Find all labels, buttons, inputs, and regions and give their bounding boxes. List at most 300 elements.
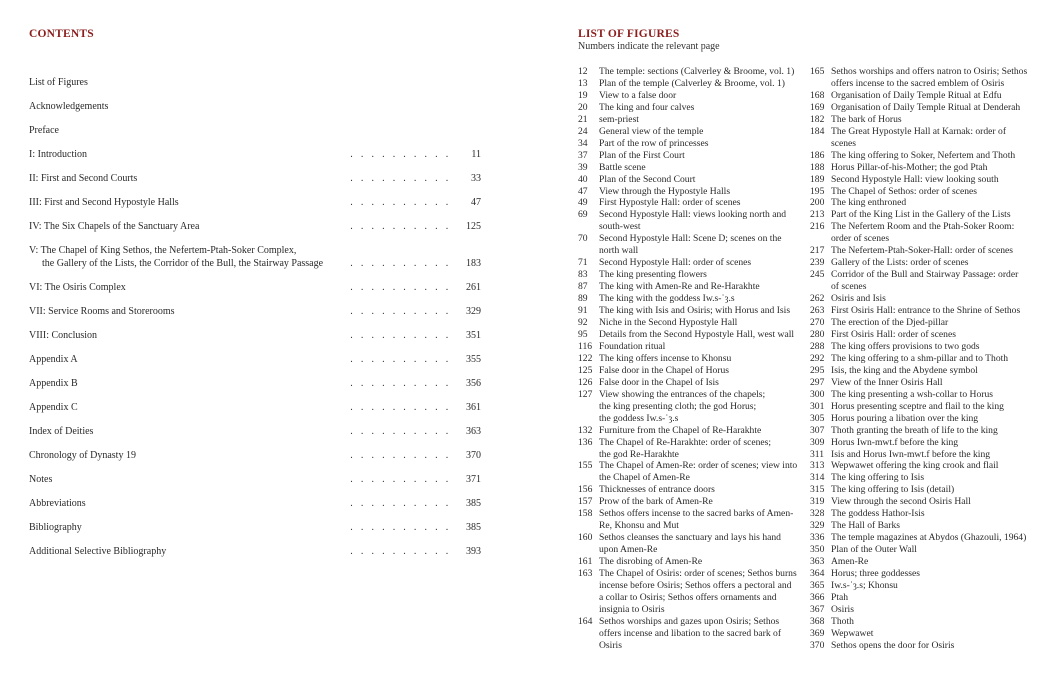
toc-entry[interactable] <box>29 76 481 89</box>
toc-entry[interactable] <box>29 425 481 438</box>
figure-entry[interactable] <box>578 305 800 317</box>
figure-page-number: 301 <box>810 400 825 412</box>
figure-entry[interactable] <box>810 66 1032 90</box>
figure-caption: First Osiris Hall: order of scenes <box>831 328 956 340</box>
figure-entry[interactable] <box>578 269 800 281</box>
figure-entry[interactable] <box>578 90 800 102</box>
figure-page-number: 188 <box>810 161 825 173</box>
toc-page-number: 261 <box>466 282 481 293</box>
figure-entry[interactable] <box>810 162 1032 174</box>
toc-entry[interactable] <box>29 148 481 161</box>
figure-entry[interactable] <box>578 616 800 652</box>
figure-entry[interactable] <box>810 496 1032 508</box>
figure-caption: a collar to Osiris; Sethos offers ornaments and <box>599 591 777 603</box>
figure-caption: Organisation of Daily Temple Ritual at Edfu <box>831 89 1002 101</box>
figure-entry[interactable] <box>810 532 1032 544</box>
toc-page-number: 47 <box>471 197 481 208</box>
toc-leader-dots: . . . . . . . . . . <box>350 378 451 389</box>
figure-caption: Wepwawet offering the king crook and flail <box>831 460 999 472</box>
toc-leader-dots: . . . . . . . . . . <box>350 173 451 184</box>
figure-page-number: 288 <box>810 340 825 352</box>
figure-entry[interactable] <box>810 389 1032 401</box>
figure-entry[interactable] <box>810 520 1032 532</box>
figure-entry[interactable] <box>810 580 1032 592</box>
toc-page-number: 393 <box>466 546 481 557</box>
figure-page-number: 157 <box>578 496 593 508</box>
figure-entry[interactable] <box>578 102 800 114</box>
figure-page-number: 366 <box>810 591 825 603</box>
figure-caption: Thicknesses of entrance doors <box>599 484 715 496</box>
figure-caption: View of the Inner Osiris Hall <box>831 376 943 388</box>
figure-entry[interactable] <box>810 150 1032 162</box>
figure-entry[interactable] <box>578 174 800 186</box>
figure-caption: The Chapel of Re-Harakhte: order of scenes; <box>599 436 772 448</box>
figure-entry[interactable] <box>810 472 1032 484</box>
figure-entry[interactable] <box>578 484 800 496</box>
figure-caption: Details from the Second Hypostyle Hall, west wall <box>599 328 795 340</box>
figure-page-number: 21 <box>578 113 588 125</box>
figure-caption: Horus Pillar-of-his-Mother; the god Ptah <box>831 161 988 173</box>
figure-entry[interactable] <box>578 281 800 293</box>
figure-entry[interactable] <box>810 556 1032 568</box>
figure-caption: The king offering to Isis (detail) <box>831 484 955 496</box>
toc-entry[interactable] <box>29 497 481 510</box>
toc-entry[interactable] <box>29 124 481 137</box>
figure-page-number: 91 <box>578 305 588 317</box>
figure-page-number: 163 <box>578 568 593 580</box>
toc-entry[interactable] <box>29 377 481 390</box>
figure-entry[interactable] <box>810 245 1032 257</box>
toc-entry[interactable] <box>29 521 481 534</box>
figure-page-number: 156 <box>578 484 593 496</box>
toc-entry-title: Appendix C <box>29 402 78 413</box>
toc-page-number: 361 <box>466 402 481 413</box>
toc-entry-title: Appendix A <box>29 354 78 365</box>
figure-entry[interactable] <box>810 353 1032 365</box>
toc-entry-title: Index of Deities <box>29 426 94 437</box>
figure-entry[interactable] <box>578 197 800 209</box>
figure-caption: View showing the entrances of the chapels; <box>599 388 766 400</box>
figure-caption: Horus; three goddesses <box>831 568 920 580</box>
figure-caption: The Nefertem Room and the Ptah-Soker Room: <box>831 221 1015 233</box>
figures-left-column <box>578 66 800 652</box>
figure-entry[interactable] <box>578 150 800 162</box>
figure-caption: Prow of the bark of Amen-Re <box>599 496 713 508</box>
figure-entry[interactable] <box>578 257 800 269</box>
figure-caption: The king with Isis and Osiris; with Horus and Isis <box>599 305 791 317</box>
figure-caption: The king enthroned <box>831 197 907 209</box>
figure-entry[interactable] <box>810 209 1032 221</box>
toc-page-number: 125 <box>466 221 481 232</box>
figure-entry[interactable] <box>810 257 1032 269</box>
figure-page-number: 158 <box>578 508 593 520</box>
figure-caption: The erection of the Djed-pillar <box>831 317 949 329</box>
toc-leader-dots: . . . . . . . . . . <box>350 522 451 533</box>
figure-caption: the god Re-Harakhte <box>599 448 679 460</box>
contents-list <box>29 76 481 558</box>
figure-entry[interactable] <box>810 126 1032 150</box>
figure-caption: The Great Hypostyle Hall at Karnak: order of scenes <box>831 125 1007 149</box>
figure-page-number: 292 <box>810 352 825 364</box>
figure-entry[interactable] <box>578 126 800 138</box>
toc-entry-title: Chronology of Dynasty 19 <box>29 450 136 461</box>
figure-caption: View through the second Osiris Hall <box>831 496 971 508</box>
figure-caption: Sethos offers incense to the sacred barks of Amen- <box>599 508 794 520</box>
figure-entry[interactable] <box>810 341 1032 353</box>
figure-caption: Sethos cleanses the sanctuary and lays his hand <box>599 532 781 544</box>
figure-caption: Horus Iwn-mwt.f before the king <box>831 436 959 448</box>
figure-page-number: 313 <box>810 460 825 472</box>
figure-page-number: 305 <box>810 412 825 424</box>
figure-entry[interactable] <box>578 78 800 90</box>
figure-page-number: 213 <box>810 209 825 221</box>
figure-entry[interactable] <box>810 102 1032 114</box>
figure-page-number: 363 <box>810 556 825 568</box>
figure-entry[interactable] <box>810 329 1032 341</box>
figure-entry[interactable] <box>810 568 1032 580</box>
figure-page-number: 87 <box>578 281 588 293</box>
figure-entry[interactable] <box>810 628 1032 640</box>
figure-caption: Iw.s-ʿȝ.s; Khonsu <box>831 579 898 591</box>
figure-page-number: 136 <box>578 436 593 448</box>
figure-entry[interactable] <box>578 365 800 377</box>
figure-caption: Corridor of the Bull and Stairway Passage: order <box>831 269 1019 281</box>
figure-entry[interactable] <box>810 114 1032 126</box>
figure-page-number: 155 <box>578 460 593 472</box>
figures-title: LIST OF FIGURES <box>578 28 680 40</box>
figure-caption: Part of the King List in the Gallery of the Lists <box>831 209 1011 221</box>
figure-page-number: 350 <box>810 544 825 556</box>
figure-page-number: 262 <box>810 293 825 305</box>
figure-caption: Organisation of Daily Temple Ritual at Denderah <box>831 101 1021 113</box>
figure-entry[interactable] <box>578 114 800 126</box>
figure-entry[interactable] <box>578 329 800 341</box>
figure-caption: Gallery of the Lists: order of scenes <box>831 257 969 269</box>
figure-page-number: 186 <box>810 149 825 161</box>
figure-caption: incense before Osiris; Sethos offers a pectoral and <box>599 579 792 591</box>
toc-leader-dots: . . . . . . . . . . <box>350 354 451 365</box>
figure-page-number: 311 <box>810 448 825 460</box>
figure-caption: Foundation ritual <box>599 340 666 352</box>
figure-entry[interactable] <box>810 305 1032 317</box>
figure-entry[interactable] <box>578 377 800 389</box>
figure-entry[interactable] <box>810 437 1032 449</box>
figure-caption: The king offers provisions to two gods <box>831 340 980 352</box>
figure-caption: Osiris and Isis <box>831 293 886 305</box>
figure-page-number: 336 <box>810 532 825 544</box>
toc-leader-dots: . . . . . . . . . . <box>350 149 451 160</box>
toc-entry[interactable] <box>29 281 481 294</box>
figure-entry[interactable] <box>578 341 800 353</box>
figure-entry[interactable] <box>810 197 1032 209</box>
figure-caption: Sethos worships and gazes upon Osiris; Sethos <box>599 615 780 627</box>
figure-caption: The Chapel of Sethos: order of scenes <box>831 185 977 197</box>
figure-page-number: 40 <box>578 173 588 185</box>
figure-page-number: 368 <box>810 615 825 627</box>
figure-caption: First Hypostyle Hall: order of scenes <box>599 197 741 209</box>
figure-page-number: 195 <box>810 185 825 197</box>
toc-leader-dots: . . . . . . . . . . <box>350 498 451 509</box>
figure-page-number: 20 <box>578 101 588 113</box>
figure-caption: The Chapel of Amen-Re: order of scenes; view into <box>599 460 798 472</box>
figure-page-number: 315 <box>810 484 825 496</box>
figure-caption: Second Hypostyle Hall: order of scenes <box>599 257 752 269</box>
figure-entry[interactable] <box>578 317 800 329</box>
figure-page-number: 126 <box>578 376 593 388</box>
figure-page-number: 370 <box>810 639 825 651</box>
figure-entry[interactable] <box>810 174 1032 186</box>
toc-page-number: 329 <box>466 306 481 317</box>
toc-entry-title: V: The Chapel of King Sethos, the Nefertem-Ptah-Soker Complex, <box>29 245 297 256</box>
toc-entry[interactable] <box>29 172 481 185</box>
figure-caption: Sethos worships and offers natron to Osiris; Sethos <box>831 66 1028 77</box>
figure-caption: sem-priest <box>599 113 639 125</box>
toc-page-number: 356 <box>466 378 481 389</box>
figure-entry[interactable] <box>810 425 1032 437</box>
toc-page-number: 371 <box>466 474 481 485</box>
toc-leader-dots: . . . . . . . . . . <box>350 330 451 341</box>
figure-entry[interactable] <box>578 556 800 568</box>
toc-entry-title: VII: Service Rooms and Storerooms <box>29 306 175 317</box>
figure-entry[interactable] <box>810 186 1032 198</box>
toc-entry[interactable] <box>29 220 481 233</box>
figure-page-number: 245 <box>810 269 825 281</box>
figure-caption: Second Hypostyle Hall: view looking south <box>831 173 999 185</box>
figure-caption: The goddess Hathor-Isis <box>831 508 925 520</box>
figure-page-number: 365 <box>810 579 825 591</box>
figure-caption: The disrobing of Amen-Re <box>599 556 703 568</box>
figure-page-number: 47 <box>578 185 588 197</box>
toc-entry-title: Bibliography <box>29 522 82 533</box>
toc-page-number: 370 <box>466 450 481 461</box>
figure-caption: Horus presenting sceptre and flail to the king <box>831 400 1004 412</box>
figure-caption: First Osiris Hall: entrance to the Shrine of Sethos <box>831 305 1021 317</box>
figure-caption: the goddess Iw.s-ʿȝ.s <box>599 412 679 424</box>
figure-caption: Battle scene <box>599 161 646 173</box>
toc-entry[interactable] <box>29 329 481 342</box>
figure-caption: offers incense to the sacred emblem of Osiris <box>831 77 1005 89</box>
toc-page-number: 355 <box>466 354 481 365</box>
toc-entry-title: the Gallery of the Lists, the Corridor of the Bull, the Stairway Passage <box>42 258 324 269</box>
figure-page-number: 24 <box>578 125 588 137</box>
toc-page-number: 11 <box>471 149 481 160</box>
figure-page-number: 329 <box>810 520 825 532</box>
figure-page-number: 160 <box>578 532 593 544</box>
figure-page-number: 13 <box>578 77 588 89</box>
figure-page-number: 314 <box>810 472 825 484</box>
figure-page-number: 280 <box>810 328 825 340</box>
figure-caption: Part of the row of princesses <box>599 137 709 149</box>
toc-page-number: 385 <box>466 522 481 533</box>
figure-caption: The temple: sections (Calverley & Broome, vol. 1) <box>599 66 795 77</box>
figure-caption: Plan of the First Court <box>599 149 685 161</box>
toc-entry-title: Notes <box>29 474 53 485</box>
figure-caption: The king and four calves <box>599 101 695 113</box>
figure-entry[interactable] <box>810 221 1032 245</box>
toc-entry-title: Additional Selective Bibliography <box>29 546 167 557</box>
figure-caption: Second Hypostyle Hall: Scene D; scenes on the <box>599 233 782 245</box>
figure-page-number: 263 <box>810 305 825 317</box>
figure-page-number: 37 <box>578 149 588 161</box>
figure-entry[interactable] <box>578 209 800 233</box>
toc-leader-dots: . . . . . . . . . . <box>350 306 451 317</box>
figure-caption: the king presenting cloth; the god Horus; <box>599 400 757 412</box>
figure-caption: north wall <box>599 245 639 257</box>
figure-caption: Sethos opens the door for Osiris <box>831 639 955 651</box>
figure-page-number: 34 <box>578 137 588 149</box>
toc-entry-title: I: Introduction <box>29 149 88 160</box>
figure-caption: The king offers incense to Khonsu <box>599 352 732 364</box>
toc-leader-dots: . . . . . . . . . . <box>350 546 451 557</box>
figure-entry[interactable] <box>578 66 800 78</box>
figure-page-number: 125 <box>578 364 593 376</box>
figure-entry[interactable] <box>578 532 800 556</box>
figure-caption: Osiris <box>831 603 854 615</box>
toc-entry-title: VI: The Osiris Complex <box>29 282 126 293</box>
figure-page-number: 364 <box>810 568 825 580</box>
figure-entry[interactable] <box>810 544 1032 556</box>
figure-entry[interactable] <box>810 640 1032 652</box>
figure-caption: Second Hypostyle Hall: views looking north and <box>599 209 787 221</box>
figure-caption: The king presenting flowers <box>599 269 707 281</box>
figure-page-number: 216 <box>810 221 825 233</box>
toc-entry[interactable] <box>29 100 481 113</box>
toc-entry[interactable] <box>29 401 481 414</box>
figure-page-number: 200 <box>810 197 825 209</box>
figure-caption: View to a false door <box>599 89 677 101</box>
figure-page-number: 71 <box>578 257 588 269</box>
toc-entry[interactable] <box>29 449 481 462</box>
figure-caption: The king offering to Isis <box>831 472 925 484</box>
toc-entry-title: Preface <box>29 125 59 136</box>
figure-page-number: 69 <box>578 209 588 221</box>
figure-caption: Thoth <box>831 615 854 627</box>
figure-page-number: 39 <box>578 161 588 173</box>
figure-page-number: 70 <box>578 233 588 245</box>
figure-entry[interactable] <box>810 269 1032 293</box>
figure-entry[interactable] <box>578 353 800 365</box>
figure-entry[interactable] <box>810 317 1032 329</box>
toc-entry[interactable] <box>29 473 481 486</box>
figure-entry[interactable] <box>810 592 1032 604</box>
figure-page-number: 161 <box>578 556 593 568</box>
toc-page-number: 33 <box>471 173 481 184</box>
figure-entry[interactable] <box>578 138 800 150</box>
figure-caption: Isis and Horus Iwn-mwt.f before the king <box>831 448 991 460</box>
figure-caption: Furniture from the Chapel of Re-Harakhte <box>599 424 762 436</box>
figure-caption: The king presenting a wsh-collar to Horus <box>831 388 993 400</box>
figure-caption: of scenes <box>831 281 867 293</box>
figure-caption: Horus pouring a libation over the king <box>831 412 979 424</box>
figure-page-number: 12 <box>578 66 588 77</box>
toc-leader-dots: . . . . . . . . . . <box>350 197 451 208</box>
figure-page-number: 300 <box>810 388 825 400</box>
figure-entry[interactable] <box>810 460 1032 472</box>
figure-entry[interactable] <box>578 425 800 437</box>
figure-caption: insignia to Osiris <box>599 603 665 615</box>
figure-entry[interactable] <box>810 449 1032 461</box>
toc-entry[interactable] <box>29 196 481 209</box>
figure-entry[interactable] <box>578 233 800 257</box>
figure-page-number: 83 <box>578 269 588 281</box>
figure-entry[interactable] <box>578 162 800 174</box>
toc-leader-dots: . . . . . . . . . . <box>350 402 451 413</box>
toc-entry[interactable] <box>29 244 481 270</box>
figure-page-number: 295 <box>810 364 825 376</box>
figure-caption: False door in the Chapel of Horus <box>599 364 730 376</box>
figure-entry[interactable] <box>810 484 1032 496</box>
toc-entry[interactable] <box>29 353 481 366</box>
figure-caption: The Chapel of Osiris: order of scenes; Sethos burns <box>599 568 797 580</box>
figure-page-number: 184 <box>810 125 825 137</box>
figure-caption: order of scenes <box>831 233 890 245</box>
toc-page-number: 385 <box>466 498 481 509</box>
figure-page-number: 122 <box>578 352 593 364</box>
figures-subtitle: Numbers indicate the relevant page <box>578 41 720 52</box>
figure-entry[interactable] <box>578 186 800 198</box>
figures-right-column <box>810 66 1032 652</box>
figure-entry[interactable] <box>810 401 1032 413</box>
figure-caption: The temple magazines at Abydos (Ghazouli, 1964) <box>831 532 1027 544</box>
toc-leader-dots: . . . . . . . . . . <box>350 450 451 461</box>
figure-page-number: 369 <box>810 627 825 639</box>
figure-caption: offers incense and libation to the sacred bark of Osiris <box>599 627 782 651</box>
figure-entry[interactable] <box>810 90 1032 102</box>
figure-entry[interactable] <box>810 377 1032 389</box>
toc-entry[interactable] <box>29 545 481 558</box>
toc-entry-title: IV: The Six Chapels of the Sanctuary Area <box>29 221 200 232</box>
figure-page-number: 116 <box>578 340 593 352</box>
contents-title: CONTENTS <box>29 28 94 40</box>
figure-entry[interactable] <box>578 460 800 484</box>
figure-entry[interactable] <box>810 616 1032 628</box>
figure-caption: Wepwawet <box>831 627 874 639</box>
figure-caption: General view of the temple <box>599 125 704 137</box>
toc-leader-dots: . . . . . . . . . . <box>350 221 451 232</box>
figure-page-number: 127 <box>578 388 593 400</box>
figure-caption: Plan of the temple (Calverley & Broome, vol. 1) <box>599 77 785 89</box>
figure-caption: The Nefertem-Ptah-Soker-Hall: order of scenes <box>831 245 1014 257</box>
figure-page-number: 367 <box>810 603 825 615</box>
figure-caption: Niche in the Second Hypostyle Hall <box>599 317 738 329</box>
figure-caption: Ptah <box>831 591 849 603</box>
figure-entry[interactable] <box>810 508 1032 520</box>
toc-entry[interactable] <box>29 305 481 318</box>
figure-page-number: 328 <box>810 508 825 520</box>
figure-entry[interactable] <box>810 413 1032 425</box>
figure-caption: The king with Amen-Re and Re-Harakhte <box>599 281 760 293</box>
figure-entry[interactable] <box>578 389 800 425</box>
figure-caption: Re, Khonsu and Mut <box>599 520 679 532</box>
figure-entry[interactable] <box>578 568 800 616</box>
toc-leader-dots: . . . . . . . . . . <box>350 282 451 293</box>
figure-caption: The king offering to a shm-pillar and to Thoth <box>831 352 1009 364</box>
figure-caption: Amen-Re <box>831 556 869 568</box>
figure-entry[interactable] <box>810 365 1032 377</box>
figure-page-number: 132 <box>578 424 593 436</box>
figure-entry[interactable] <box>810 604 1032 616</box>
figure-caption: The bark of Horus <box>831 113 902 125</box>
figure-entry[interactable] <box>578 496 800 508</box>
toc-entry-title: II: First and Second Courts <box>29 173 138 184</box>
toc-entry-title: VIII: Conclusion <box>29 330 98 341</box>
figure-entry[interactable] <box>578 437 800 461</box>
figure-entry[interactable] <box>578 508 800 532</box>
figure-entry[interactable] <box>578 293 800 305</box>
figure-page-number: 297 <box>810 376 825 388</box>
figure-entry[interactable] <box>810 293 1032 305</box>
figure-page-number: 270 <box>810 317 825 329</box>
